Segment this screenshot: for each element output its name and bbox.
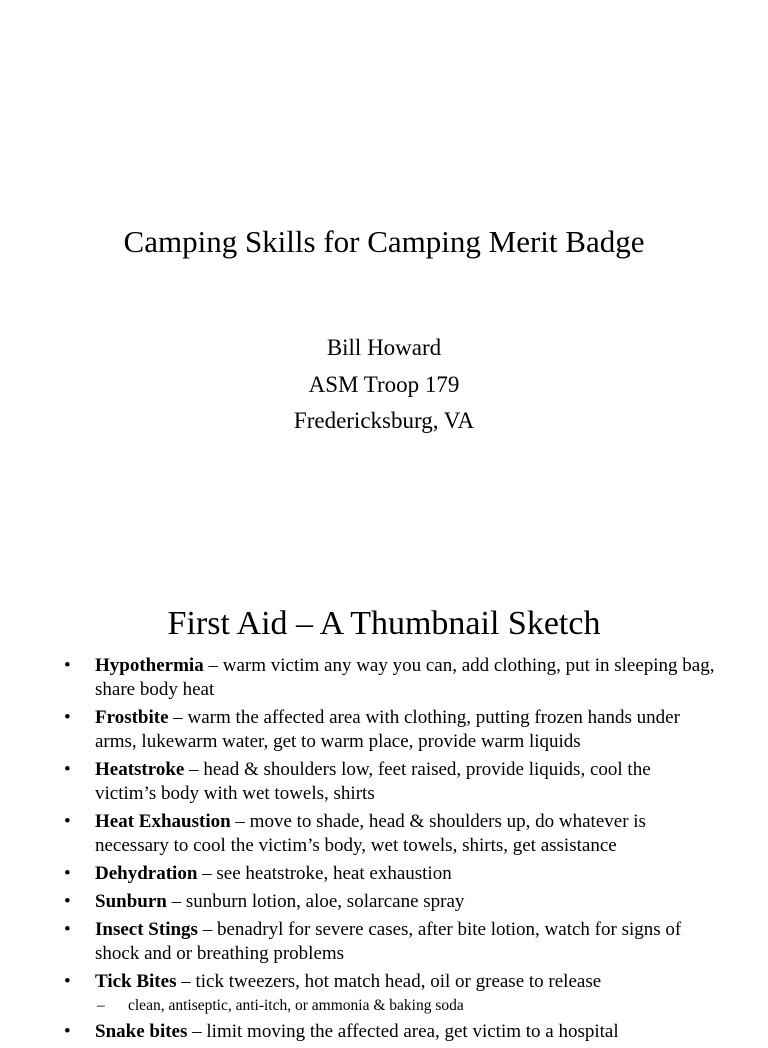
bullet-icon: • bbox=[64, 1021, 71, 1042]
bullet-icon: • bbox=[64, 919, 71, 940]
dash-icon: – bbox=[97, 997, 105, 1014]
bullet-term: Dehydration bbox=[95, 863, 198, 884]
bullet-icon: • bbox=[64, 655, 71, 676]
bullet-term: Insect Stings bbox=[95, 919, 198, 940]
author-name: Bill Howard bbox=[326, 335, 442, 360]
list-item bbox=[0, 810, 768, 858]
bullet-text: – benadryl for severe cases, after bite lotion, watch for signs of shock and or breathing problems bbox=[95, 919, 682, 964]
bullet-icon: • bbox=[64, 759, 71, 780]
slide-title: First Aid – A Thumbnail Sketch bbox=[167, 605, 601, 642]
bullet-term: Frostbite bbox=[95, 707, 169, 728]
bullet-icon: • bbox=[64, 811, 71, 832]
bullet-term: Hypothermia bbox=[95, 655, 204, 676]
bullet-term: Sunburn bbox=[95, 891, 167, 912]
bullet-text: – see heatstroke, heat exhaustion bbox=[197, 863, 452, 884]
slide-title: Camping Skills for Camping Merit Badge bbox=[123, 224, 645, 259]
first-aid-slide bbox=[0, 580, 768, 1042]
bullet-icon: • bbox=[64, 891, 71, 912]
bullet-list bbox=[0, 654, 768, 1048]
sub-list-item bbox=[95, 996, 716, 1016]
list-item bbox=[0, 758, 768, 806]
list-item bbox=[0, 1020, 768, 1044]
author-role: ASM Troop 179 bbox=[308, 371, 460, 397]
bullet-text: – limit moving the affected area, get victim to a hospital bbox=[187, 1021, 619, 1042]
list-item bbox=[0, 890, 768, 914]
bullet-term: Snake bites bbox=[95, 1021, 188, 1042]
list-item bbox=[0, 918, 768, 966]
bullet-icon: • bbox=[64, 707, 71, 728]
bullet-text: – head & shoulders low, feet raised, provide liquids, cool the victim’s body with wet towels, shirts bbox=[95, 759, 651, 804]
bullet-text: – warm the affected area with clothing, putting frozen hands under arms, lukewarm water, get to warm place, provide warm liquids bbox=[95, 707, 680, 752]
bullet-text: – warm victim any way you can, add clothing, put in sleeping bag, share body heat bbox=[95, 655, 715, 700]
bullet-term: Heat Exhaustion bbox=[95, 811, 231, 832]
bullet-icon: • bbox=[64, 971, 71, 992]
author-location: Fredericksburg, VA bbox=[293, 408, 475, 433]
list-item bbox=[0, 970, 768, 1016]
list-item bbox=[0, 654, 768, 702]
list-item bbox=[0, 862, 768, 886]
sub-list bbox=[95, 996, 716, 1016]
bullet-term: Tick Bites bbox=[95, 971, 177, 992]
bullet-icon: • bbox=[64, 863, 71, 884]
bullet-text: – move to shade, head & shoulders up, do whatever is necessary to cool the victim’s body, wet towels, shirts, get assistance bbox=[95, 811, 646, 856]
bullet-text: – tick tweezers, hot match head, oil or grease to release bbox=[176, 971, 602, 992]
author-block bbox=[0, 330, 768, 440]
bullet-text: – sunburn lotion, aloe, solarcane spray bbox=[166, 891, 465, 912]
sub-list-text: clean, antiseptic, anti-itch, or ammonia & baking soda bbox=[128, 997, 464, 1014]
list-item bbox=[0, 706, 768, 754]
bullet-term: Heatstroke bbox=[95, 759, 185, 780]
